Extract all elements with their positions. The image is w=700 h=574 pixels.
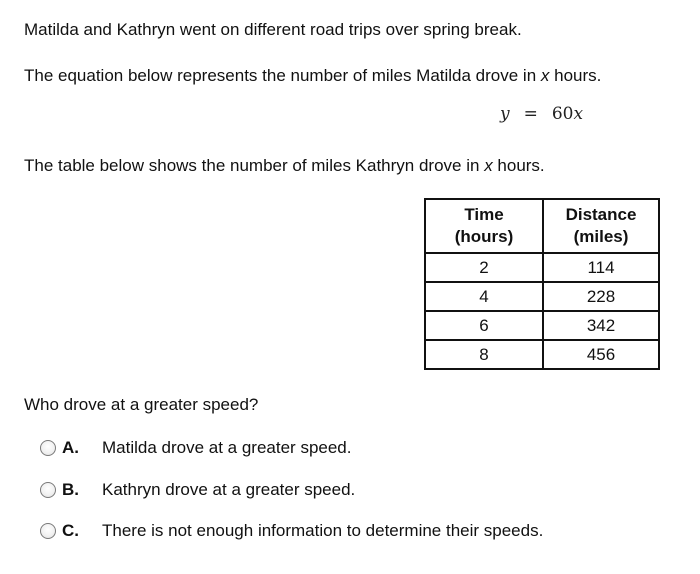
choice-c[interactable] xyxy=(40,521,543,541)
header-time xyxy=(425,199,543,253)
cell-distance: 456 xyxy=(543,340,659,369)
table-sentence-end: hours. xyxy=(492,156,545,175)
equation-sentence xyxy=(24,66,601,86)
equation-rhs-coef: 60 xyxy=(551,104,574,124)
choice-c-text: There is not enough information to determine their speeds. xyxy=(102,521,544,540)
header-time-line1: Time xyxy=(464,205,504,224)
equation-rhs xyxy=(552,104,583,124)
table-sentence-var: x xyxy=(484,156,493,175)
equation-sentence-var: x xyxy=(540,66,550,85)
choice-b-letter: B. xyxy=(62,480,79,499)
choice-a-letter: A. xyxy=(62,438,79,457)
radio-a-icon[interactable] xyxy=(40,440,56,456)
cell-distance: 114 xyxy=(543,253,659,282)
equation-operator: = xyxy=(523,104,538,124)
equation-sentence-end: hours. xyxy=(549,66,602,85)
table-sentence-start: The table below shows the number of miles Kathryn drove in xyxy=(24,156,485,175)
cell-time: 4 xyxy=(425,282,543,311)
choice-a[interactable] xyxy=(40,438,351,458)
choice-a-text: Matilda drove at a greater speed. xyxy=(102,438,352,457)
table-row xyxy=(425,311,659,340)
table-header-row xyxy=(425,199,659,253)
choice-b-text: Kathryn drove at a greater speed. xyxy=(102,480,356,499)
cell-distance: 228 xyxy=(543,282,659,311)
choice-b[interactable] xyxy=(40,480,355,500)
header-distance-line2: (miles) xyxy=(573,227,629,246)
equation-rhs-var: x xyxy=(573,104,584,124)
equation-sentence-start: The equation below represents the number of miles Matilda drove in xyxy=(24,66,541,85)
table-row xyxy=(425,282,659,311)
header-distance-line1: Distance xyxy=(565,205,637,224)
question-text: Who drove at a greater speed? xyxy=(24,395,259,414)
cell-distance: 342 xyxy=(543,311,659,340)
equation-lhs: y xyxy=(500,104,510,124)
radio-c-icon[interactable] xyxy=(40,523,56,539)
header-time-line2: (hours) xyxy=(454,227,514,246)
table-row xyxy=(425,340,659,369)
kathryn-table xyxy=(424,198,660,370)
radio-b-icon[interactable] xyxy=(40,482,56,498)
cell-time: 6 xyxy=(425,311,543,340)
cell-time: 8 xyxy=(425,340,543,369)
header-distance xyxy=(543,199,659,253)
equation xyxy=(500,104,583,124)
table-sentence xyxy=(24,156,545,176)
table-row xyxy=(425,253,659,282)
cell-time: 2 xyxy=(425,253,543,282)
intro-text: Matilda and Kathryn went on different road trips over spring break. xyxy=(24,20,522,39)
choice-c-letter: C. xyxy=(62,521,79,540)
